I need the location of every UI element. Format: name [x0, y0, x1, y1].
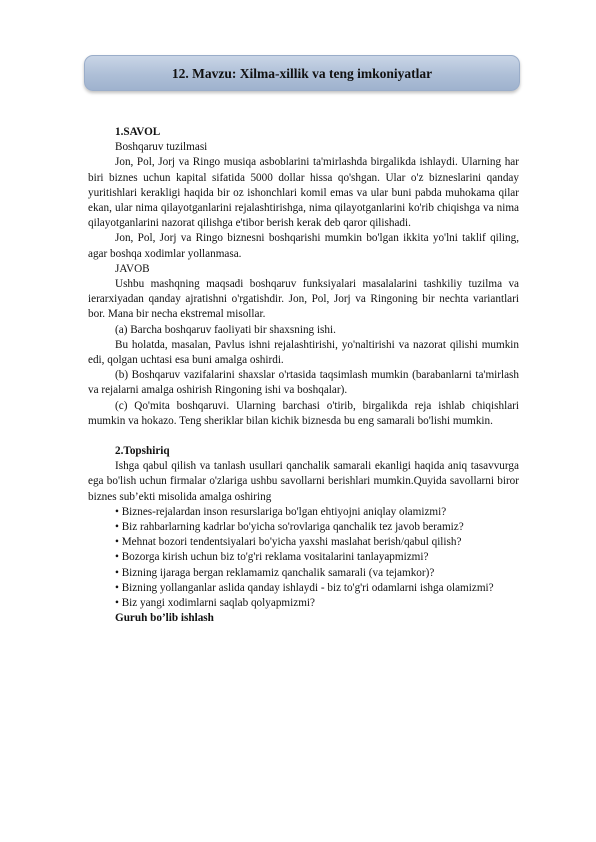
answer-label: JAVOB	[115, 262, 150, 275]
task-bullet: • Mehnat bozori tendentsiyalari bo'yicha yaxshi maslahat berish/qabul qilish?	[115, 536, 462, 549]
answer-option-a: (a) Barcha boshqaruv faoliyati bir shaxsning ishi.	[115, 323, 336, 336]
topic-title: 12. Mavzu: Xilma-xillik va teng imkoniyatlar	[171, 66, 433, 81]
topic-banner	[84, 55, 520, 91]
question-task: Jon, Pol, Jorj va Ringo biznesni boshqarishi mumkin bo'lgan ikkita yo'lni taklif qiling, agar boshqa xodimlar yollanmasa.	[88, 232, 519, 260]
task-bullet: • Bizning yollanganlar aslida qanday ishlaydi - biz to'g'ri odamlarni ishga olamizmi?	[115, 581, 494, 594]
task-bullet: • Biznes-rejalardan inson resurslariga bo'lgan ehtiyojni aniqlay olamizmi?	[115, 505, 447, 518]
answer-option-a-detail: Bu holatda, masalan, Pavlus ishni rejalashtirishi, yo'naltirishi va nazorat qilishi mumkin edi, qolgan uchtasi esa buni amalga oshirdi.	[88, 338, 519, 367]
task-bullet: • Bozorga kirish uchun biz to'g'ri reklama vositalarini tanlayapmizmi?	[115, 551, 429, 564]
document-body	[88, 125, 519, 627]
task-intro: Ishga qabul qilish va tanlash usullari qanchalik samarali ekanligi haqida aniq tasavvurga ega bo'lish uchun firmalar o'zlariga ushbu savollarni berishlari mumkin.Quyida savollarni biror biznes sub’ekti misolida amalga oshiring	[88, 460, 519, 503]
answer-option-c: (c) Qo'mita boshqaruvi. Ularning barchasi o'tirib, birgalikda reja ishlab chiqishlari mumkin va hokazo. Teng sheriklar bilan kichik biznesda bu eng samarali bo'lishi mumkin.	[88, 399, 519, 427]
answer-option-b: (b) Boshqaruv vazifalarini shaxslar o'rtasida taqsimlash mumkin (barabanlarni ta'mirlash va rejalarni amalga oshirish Ringoning ishi va boshqalar).	[88, 369, 519, 397]
answer-paragraph: Ushbu mashqning maqsadi boshqaruv funksiyalari masalalarini tashkiliy tuzilma va ierarxiyadan qanday ajratishni o'rgatishdir. Jon, Pol, Jorj va Ringoning bir nechta variantlari bor. Mana bir necha ekstremal misollar.	[88, 278, 519, 321]
task-bullet: • Biz rahbarlarning kadrlar bo'yicha so'rovlariga qanchalik tez javob beramiz?	[115, 521, 464, 534]
section-spacer	[88, 429, 519, 444]
task-bullet: • Biz yangi xodimlarni saqlab qolyapmizmi?	[115, 597, 315, 610]
question-heading: 1.SAVOL	[115, 126, 161, 138]
group-work-label: Guruh bo’lib ishlash	[115, 612, 214, 625]
task-heading: 2.Topshiriq	[115, 445, 170, 458]
question-paragraph: Jon, Pol, Jorj va Ringo musiqa asboblarini ta'mirlashda birgalikda ishlaydi. Ularning har biri biznes uchun kapital sifatida 5000 dollar hissa qo'shgan. Ular o'z bizneslarini qanday yuritishlari kerakligi haqida bir oz ishonchlari komil emas va ular buni pabda muhokama qilar ekan, ular nima qilayotganlarini rejalashtirishga, nima qilayotganlarini ko'rib chiqishga va nima qilayotganlarini nazorat qilishga e'tibor berish kerak deb qaror qilishadi.	[88, 156, 519, 230]
task-bullet: • Bizning ijaraga bergan reklamamiz qanchalik samarali (va tejamkor)?	[115, 566, 435, 579]
question-subheading: Boshqaruv tuzilmasi	[115, 141, 208, 154]
